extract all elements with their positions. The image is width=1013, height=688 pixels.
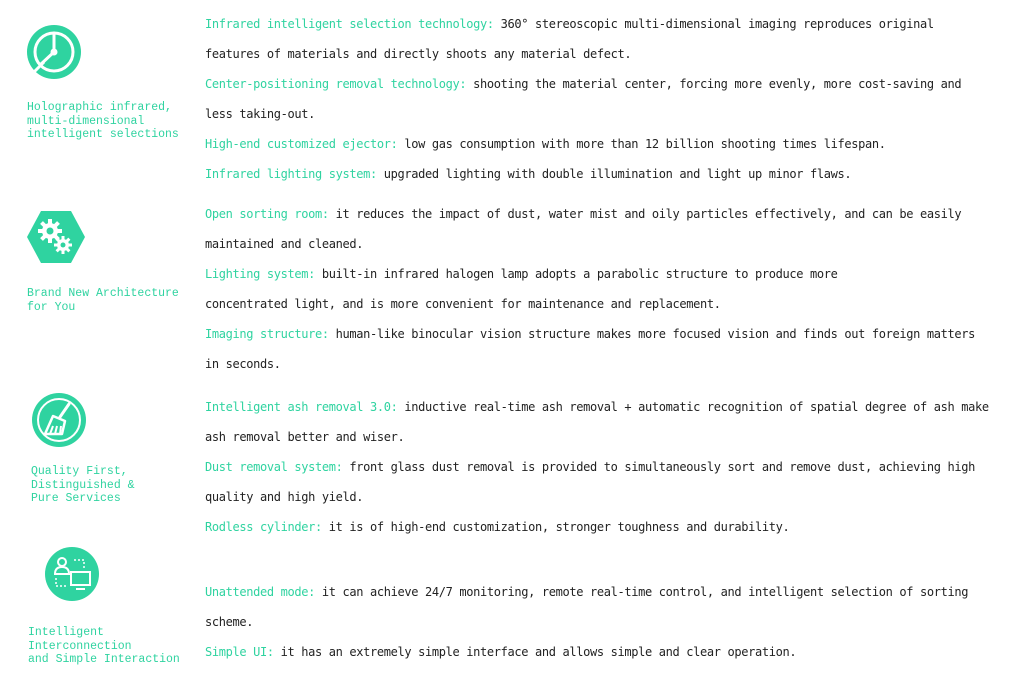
feature-line: Lighting system: built-in infrared halogen lamp adopts a parabolic structure to produce more [205, 267, 838, 281]
feature-line: Simple UI: it has an extremely simple interface and allows simple and clear operation. [205, 645, 797, 659]
feature-section-infrared [0, 9, 1013, 179]
remote-monitor-icon [44, 546, 100, 606]
feature-line: features of materials and directly shoots any material defect. [205, 47, 632, 61]
feature-line: Infrared intelligent selection technology: 360° stereoscopic multi-dimensional imaging reproduces original [205, 17, 934, 31]
section-title: Quality First, Distinguished & Pure Services [31, 465, 135, 505]
section-title: Intelligent Interconnection and Simple Interaction [28, 626, 180, 666]
feature-line: High-end customized ejector: low gas consumption with more than 12 billion shooting times lifespan. [205, 137, 886, 151]
feature-list [205, 199, 1010, 379]
feature-line: scheme. [205, 615, 254, 629]
feature-line: concentrated light, and is more convenient for maintenance and replacement. [205, 297, 721, 311]
feature-line: ash removal better and wiser. [205, 430, 405, 444]
feature-section-interconnection [0, 546, 1013, 686]
feature-line: less taking-out. [205, 107, 315, 121]
feature-line: Open sorting room: it reduces the impact of dust, water mist and oily particles effectively, and can be easily [205, 207, 962, 221]
feature-line: Rodless cylinder: it is of high-end customization, stronger toughness and durability. [205, 520, 790, 534]
feature-list [205, 577, 1010, 667]
feature-line: Unattended mode: it can achieve 24/7 monitoring, remote real-time control, and intelligent selection of sorting [205, 585, 969, 599]
feature-line: Center-positioning removal technology: shooting the material center, forcing more evenly, more cost-saving and [205, 77, 962, 91]
feature-list [205, 9, 1010, 189]
broom-icon [31, 392, 87, 452]
feature-section-architecture [0, 199, 1013, 379]
gears-icon [26, 209, 86, 269]
feature-line: Infrared lighting system: upgraded lighting with double illumination and light up minor flaws. [205, 167, 852, 181]
radar-icon [26, 24, 82, 84]
feature-section-quality [0, 392, 1013, 542]
section-title: Brand New Architecture for You [27, 287, 179, 314]
section-title: Holographic infrared, multi-dimensional intelligent selections [27, 101, 179, 141]
feature-list [205, 392, 1010, 542]
feature-line: maintained and cleaned. [205, 237, 364, 251]
feature-line: Imaging structure: human-like binocular vision structure makes more focused vision and finds out foreign matters [205, 327, 975, 341]
feature-line: quality and high yield. [205, 490, 364, 504]
feature-line: in seconds. [205, 357, 281, 371]
feature-line: Dust removal system: front glass dust removal is provided to simultaneously sort and remove dust, achieving high [205, 460, 975, 474]
feature-line: Intelligent ash removal 3.0: inductive real-time ash removal + automatic recognition of spatial degree of ash make [205, 400, 989, 414]
